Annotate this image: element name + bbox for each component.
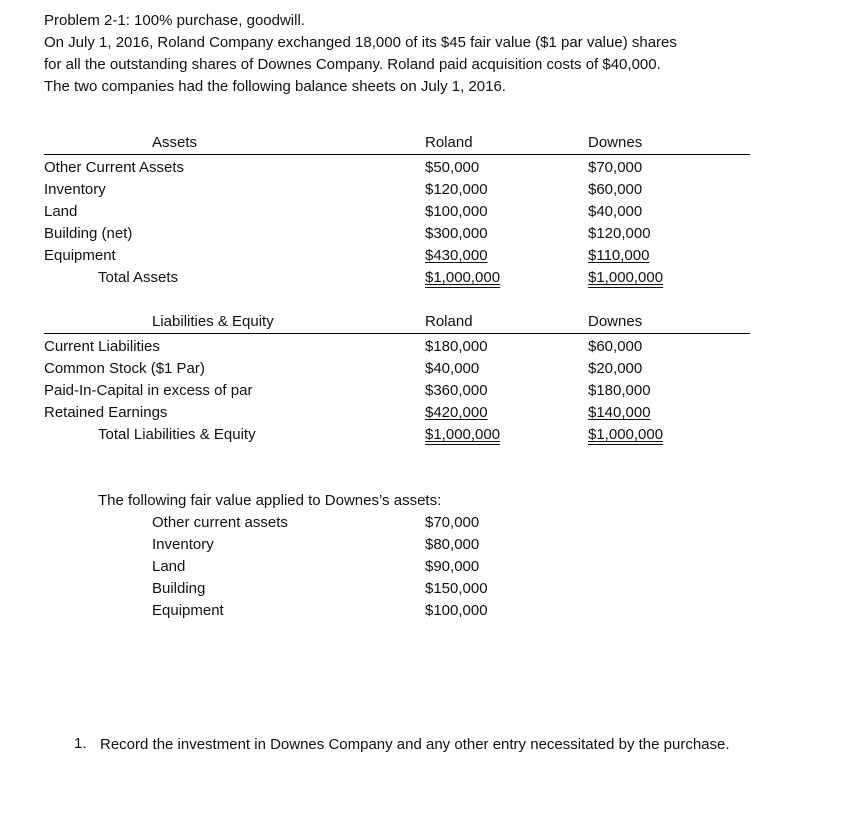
asset-downes-value: $120,000 (588, 225, 651, 242)
fair-value-amount: $70,000 (425, 514, 480, 531)
asset-label: Building (net) (44, 225, 133, 242)
intro-line: for all the outstanding shares of Downes Company. Roland paid acquisition costs of $40,000. (44, 56, 661, 73)
assets-total-roland: $1,000,000 (425, 269, 501, 286)
liability-label: Common Stock ($1 Par) (44, 360, 205, 377)
liabilities-header-rule (44, 333, 750, 334)
assets-col-roland: Roland (425, 134, 473, 151)
liabilities-col-roland: Roland (425, 313, 473, 330)
asset-downes-value: $110,000 (588, 247, 650, 264)
liability-label: Current Liabilities (44, 338, 160, 355)
question-text: Record the investment in Downes Company and any other entry necessitated by the purchase. (100, 736, 730, 753)
liability-downes-value: $180,000 (588, 382, 651, 399)
asset-downes-value: $60,000 (588, 181, 643, 198)
liability-roland-value: $420,000 (425, 404, 488, 421)
asset-downes-value: $70,000 (588, 159, 643, 176)
liability-roland-value: $360,000 (425, 382, 488, 399)
fair-value-label: Inventory (152, 536, 214, 553)
intro-line: On July 1, 2016, Roland Company exchanged 18,000 of its $45 fair value ($1 par value) shares (44, 34, 677, 51)
liabilities-total-roland: $1,000,000 (425, 426, 501, 443)
fair-value-amount: $150,000 (425, 580, 488, 597)
problem-intro (44, 10, 804, 98)
liability-downes-value: $60,000 (588, 338, 643, 355)
assets-total-downes: $1,000,000 (588, 269, 664, 286)
asset-label: Other Current Assets (44, 159, 185, 176)
assets-total-label: Total Assets (98, 269, 179, 286)
assets-col-downes: Downes (588, 134, 643, 151)
asset-label: Equipment (44, 247, 116, 264)
liabilities-col-downes: Downes (588, 313, 643, 330)
asset-roland-value: $430,000 (425, 247, 488, 264)
assets-header: Assets (152, 134, 198, 151)
problem-title: Problem 2-1: 100% purchase, goodwill. (44, 12, 305, 29)
liability-downes-value: $20,000 (588, 360, 643, 377)
asset-roland-value: $120,000 (425, 181, 488, 198)
fair-value-intro: The following fair value applied to Downes’s assets: (98, 492, 442, 509)
fair-value-label: Building (152, 580, 206, 597)
intro-line: The two companies had the following balance sheets on July 1, 2016. (44, 78, 506, 95)
assets-header-rule (44, 154, 750, 155)
fair-value-label: Equipment (152, 602, 224, 619)
liability-label: Retained Earnings (44, 404, 168, 421)
fair-value-label: Land (152, 558, 186, 575)
liability-label: Paid-In-Capital in excess of par (44, 382, 253, 399)
liability-roland-value: $40,000 (425, 360, 480, 377)
asset-roland-value: $300,000 (425, 225, 488, 242)
fair-value-amount: $90,000 (425, 558, 480, 575)
asset-roland-value: $50,000 (425, 159, 480, 176)
liabilities-total-label: Total Liabilities & Equity (98, 426, 256, 443)
asset-label: Inventory (44, 181, 106, 198)
liability-roland-value: $180,000 (425, 338, 488, 355)
fair-value-label: Other current assets (152, 514, 288, 531)
liabilities-header: Liabilities & Equity (152, 313, 274, 330)
asset-downes-value: $40,000 (588, 203, 643, 220)
liabilities-total-downes: $1,000,000 (588, 426, 664, 443)
question-number: 1. (74, 735, 87, 752)
fair-value-amount: $80,000 (425, 536, 480, 553)
asset-roland-value: $100,000 (425, 203, 488, 220)
fair-value-amount: $100,000 (425, 602, 488, 619)
asset-label: Land (44, 203, 78, 220)
liability-downes-value: $140,000 (588, 404, 651, 421)
